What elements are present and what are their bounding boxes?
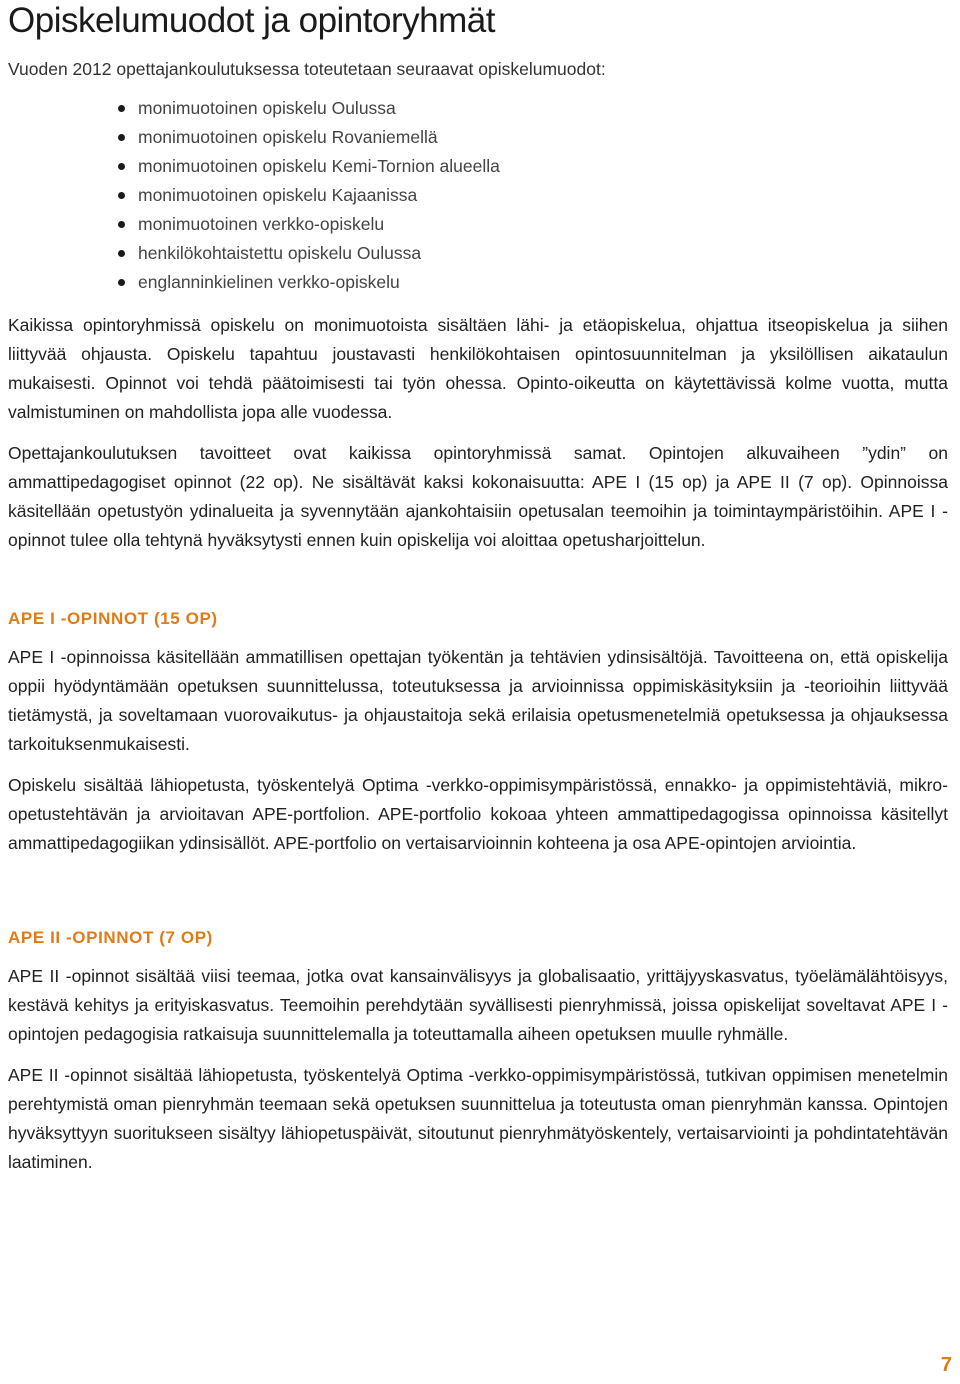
bullet-icon — [118, 221, 125, 228]
bullet-icon — [118, 105, 125, 112]
list-item-label: monimuotoinen opiskelu Kajaanissa — [138, 185, 418, 205]
list-item-label: henkilökohtaistettu opiskelu Oulussa — [138, 243, 422, 263]
paragraph-study-modes: Kaikissa opintoryhmissä opiskelu on monimuotoista sisältäen lähi- ja etäopiskelua, ohjattua itseopiskelua ja siihen liittyvää ohjausta. Opiskelu tapahtuu joustavasti henkilökohtaisen opintosuunnitelman ja yksilöllisen aikataulun mukaisesti. Opinnot voi tehdä päätoimisesti tai työn ohessa. Opinto-oikeutta on käytettävissä kolme vuotta, mutta valmistuminen on mahdollista jopa alle vuodessa. — [8, 315, 948, 422]
paragraph-ape2-study: APE II -opinnot sisältää lähiopetusta, työskentelyä Optima -verkko-oppimisympäristössä, tutkivan oppimisen menetelmin perehtymistä oman pienryhmän teemaan sekä opetuksen suunnittelua ja toteutusta oman pienryhmän kanssa. Opintojen hyväksyttyyn suoritukseen sisältyy lähiopetuspäivät, sitoutunut pienryhmätyöskentely, vertaisarviointi ja pohdintatehtävän laatiminen. — [8, 1065, 948, 1172]
study-forms-list — [8, 94, 948, 297]
bullet-icon — [118, 192, 125, 199]
list-item-label: monimuotoinen opiskelu Oulussa — [138, 98, 396, 118]
list-item — [118, 239, 948, 268]
list-item — [118, 123, 948, 152]
list-item — [118, 152, 948, 181]
document-page — [8, 0, 948, 1189]
list-item — [118, 268, 948, 297]
list-item — [118, 181, 948, 210]
paragraph-goals: Opettajankoulutuksen tavoitteet ovat kaikissa opintoryhmissä samat. Opintojen alkuvaiheen ”ydin” on ammattipedagogiset opinnot (22 op). Ne sisältävät kaksi kokonaisuutta: APE I (15 op) ja APE II (7 op). Opinnoissa käsitellään opetustyön ydinalueita ja syvennytään ajankohtaisiin opetusalan teemoihin ja toimintaympäristöihin. APE I -opinnot tulee olla tehtynä hyväksytysti ennen kuin opiskelija voi aloittaa opetusharjoittelun. — [8, 443, 948, 550]
paragraph-ape1-study: Opiskelu sisältää lähiopetusta, työskentelyä Optima -verkko-oppimisympäristössä, ennakko- ja oppimistehtäviä, mikro-opetustehtävän ja arvioitavan APE-portfolion. APE-portfolio kokoaa yhteen ammattipedagogissa opinnoissa käsitellyt ammattipedagogiikan ydinsisällöt. APE-portfolio on vertaisarvioinnin kohteena ja osa APE-opintojen arviointia. — [8, 775, 948, 853]
list-item-label: monimuotoinen verkko-opiskelu — [138, 214, 385, 234]
list-item-label: monimuotoinen opiskelu Kemi-Tornion alueella — [138, 156, 500, 176]
paragraph-ape2-content: APE II -opinnot sisältää viisi teemaa, jotka ovat kansainvälisyys ja globalisaatio, yrittäjyyskasvatus, työelämälähtöisyys, kestävä kehitys ja erityiskasvatus. Teemoihin perehdytään syvällisesti pienryhmissä, joissa opiskelijat soveltavat APE I -opintojen pedagogisia ratkaisuja suunnittelemalla ja toteuttamalla aiheen opetuksen muulle ryhmälle. — [8, 966, 948, 1044]
list-item-label: monimuotoinen opiskelu Rovaniemellä — [138, 127, 438, 147]
bullet-icon — [118, 250, 125, 257]
section-heading-ape1: APE I -OPINNOT (15 OP) — [8, 609, 218, 628]
bullet-icon — [118, 163, 125, 170]
list-item — [118, 94, 948, 123]
section-heading-ape2: APE II -OPINNOT (7 OP) — [8, 928, 213, 947]
page-title: Opiskelumuodot ja opintoryhmät — [8, 1, 495, 40]
list-item-label: englanninkielinen verkko-opiskelu — [138, 272, 400, 292]
section-spacer — [8, 870, 948, 926]
paragraph-ape1-content: APE I -opinnoissa käsitellään ammatillisen opettajan työkentän ja tehtävien ydinsisältöjä. Tavoitteena on, että opiskelija oppii hyödyntämään opetuksen suunnittelussa, toteutuksessa ja arvioinnissa oppimiskäsityksiin ja -teorioihin liittyvää tietämystä, ja soveltamaan vuorovaikutus- ja ohjaustaitoja sekä erilaisia opetusmenetelmiä opetuksessa ja ohjauksessa tarkoituksenmukaisesti. — [8, 647, 948, 754]
intro-text: Vuoden 2012 opettajankoulutuksessa toteutetaan seuraavat opiskelumuodot: — [8, 59, 606, 79]
list-item — [118, 210, 948, 239]
bullet-icon — [118, 279, 125, 286]
page-number: 7 — [940, 1354, 952, 1376]
bullet-icon — [118, 134, 125, 141]
section-spacer — [8, 567, 948, 607]
